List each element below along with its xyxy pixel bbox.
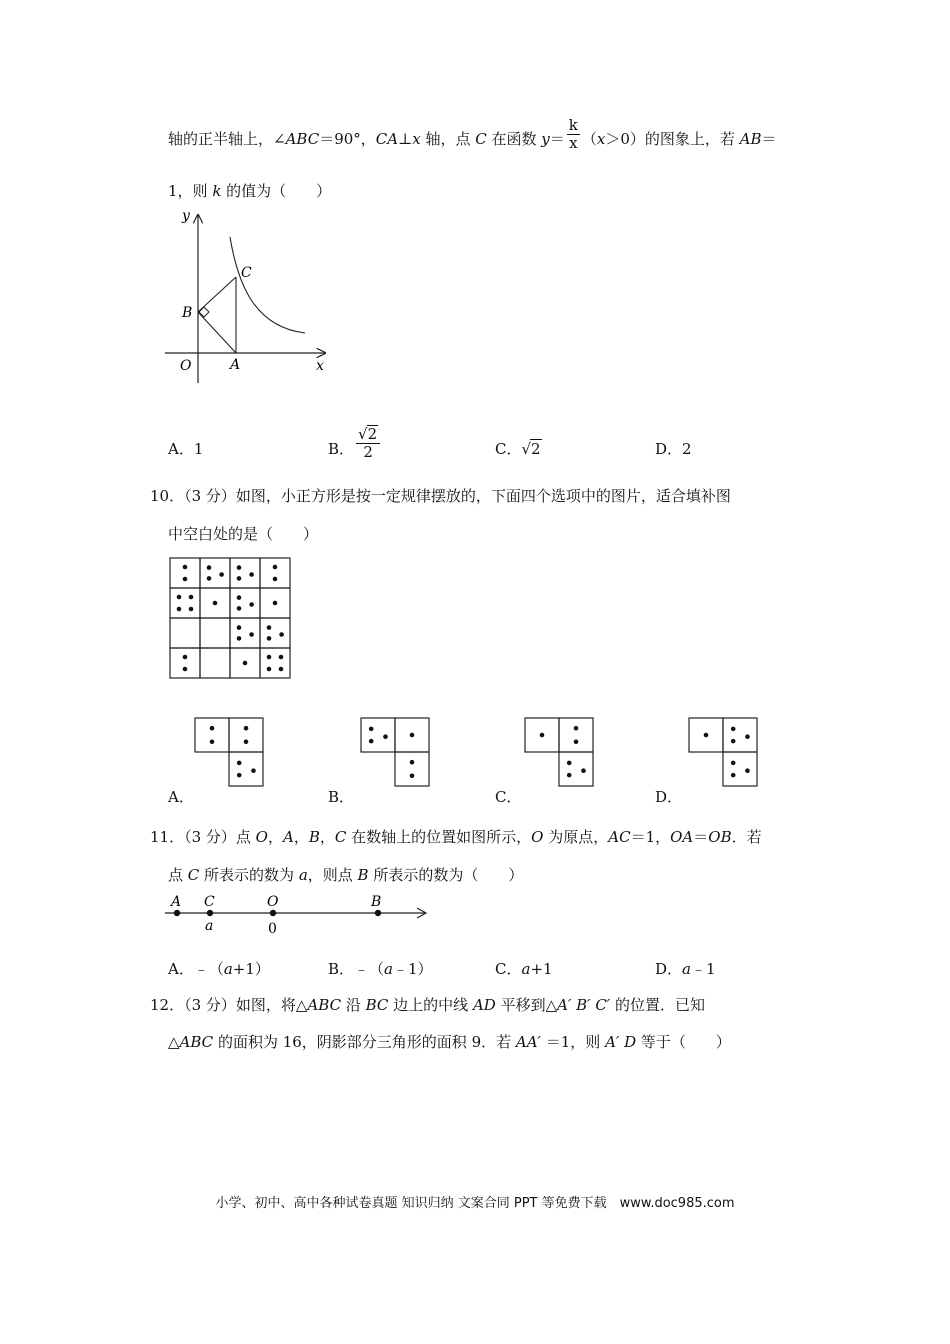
- grid-cell-r2-c2: [230, 618, 260, 648]
- q10-option-b-figure: [359, 716, 434, 791]
- dot: [177, 607, 182, 612]
- grid-cell-r1-c1: [200, 588, 230, 618]
- q11-option-b: B．﹣（a﹣1）: [328, 960, 433, 978]
- option-cell-bottom-right: [229, 752, 263, 786]
- q11-line-1: 11．（3 分）点 O，A，B，C 在数轴上的位置如图所示，O 为原点，AC＝1，OA＝OB．若: [150, 828, 762, 846]
- dot: [237, 761, 242, 766]
- q10-line-1: 10．（3 分）如图，小正方形是按一定规律摆放的，下面四个选项中的图片，适合填补图: [150, 487, 731, 505]
- dot: [243, 661, 248, 666]
- origin-label: O: [180, 358, 192, 374]
- q9-option-d: D．2: [655, 440, 692, 458]
- point-a-dot: [174, 910, 180, 916]
- dot: [219, 572, 224, 577]
- page-footer: 小学、初中、高中各种试卷真题 知识归纳 文案合同 PPT 等免费下载 www.doc985.com: [215, 1196, 735, 1211]
- axis-value-c: a: [205, 918, 214, 934]
- q10-option-c-figure: [523, 716, 598, 791]
- dot: [177, 595, 182, 600]
- dot: [237, 625, 242, 630]
- cell-border: [230, 618, 260, 648]
- option-cell-bottom-right: [559, 752, 593, 786]
- dot: [704, 733, 709, 738]
- cell-border: [229, 752, 263, 786]
- cell-border: [170, 588, 200, 618]
- point-b-dot: [375, 910, 381, 916]
- dot: [574, 740, 579, 745]
- q10-dot-grid: [168, 556, 293, 681]
- dot: [731, 761, 736, 766]
- q10-option-a-figure: [193, 716, 268, 791]
- option-cell-top-right: [559, 718, 593, 752]
- grid-cell-r2-c3: [260, 618, 290, 648]
- dot: [237, 595, 242, 600]
- cell-border: [200, 648, 230, 678]
- cell-border: [260, 558, 290, 588]
- y-axis-label: y: [182, 208, 190, 224]
- dot: [745, 768, 750, 773]
- dot: [249, 572, 254, 577]
- dot: [244, 726, 249, 731]
- q11-option-c: C．a+1: [495, 960, 553, 978]
- dot: [210, 726, 215, 731]
- cell-border: [170, 558, 200, 588]
- cell-border: [395, 752, 429, 786]
- dot: [237, 636, 242, 641]
- dot: [279, 655, 284, 660]
- dot: [189, 607, 194, 612]
- cell-border: [200, 618, 230, 648]
- dot: [273, 565, 278, 570]
- dot: [237, 576, 242, 581]
- q12-line-2: △ABC 的面积为 16，阴影部分三角形的面积 9．若 AA′ ＝1，则 A′ D 等于（ ）: [168, 1033, 731, 1051]
- option-cell-top-right: [723, 718, 757, 752]
- q9-graph: [160, 205, 335, 385]
- dot: [410, 733, 415, 738]
- cell-border: [230, 558, 260, 588]
- dot: [731, 727, 736, 732]
- q9-line-2: 1，则 k 的值为（ ）: [168, 182, 332, 200]
- q9-option-a: A．1: [168, 440, 204, 458]
- cell-border: [195, 718, 229, 752]
- cell-border: [723, 752, 757, 786]
- dot: [369, 739, 374, 744]
- cell-border: [260, 618, 290, 648]
- dot: [279, 667, 284, 672]
- point-a-label: A: [230, 357, 241, 373]
- grid-cell-r1-c0: [170, 588, 200, 618]
- grid-cell-r2-c0: [170, 618, 200, 648]
- grid-cell-r3-c2: [230, 648, 260, 678]
- dot: [581, 768, 586, 773]
- dot: [540, 733, 545, 738]
- dot: [183, 565, 188, 570]
- q10-option-b: B．: [328, 788, 355, 806]
- q12-line-1: 12．（3 分）如图，将△ABC 沿 BC 边上的中线 AD 平移到△A′ B′ C′ 的位置．已知: [150, 996, 705, 1014]
- q10-option-d-figure: [687, 716, 762, 791]
- cell-border: [559, 718, 593, 752]
- axis-value-o: 0: [268, 921, 277, 936]
- axis-label-b: B: [371, 894, 382, 910]
- dot: [183, 577, 188, 582]
- axis-label-a: A: [171, 894, 182, 910]
- cell-border: [229, 718, 263, 752]
- dot: [267, 655, 272, 660]
- dot: [383, 734, 388, 739]
- dot: [207, 576, 212, 581]
- point-c-dot: [207, 910, 213, 916]
- axis-label-o: O: [267, 894, 279, 910]
- dot: [279, 632, 284, 637]
- dot: [567, 773, 572, 778]
- segment-ba: [198, 312, 236, 353]
- dot: [237, 606, 242, 611]
- grid-cell-r3-c0: [170, 648, 200, 678]
- dot: [267, 636, 272, 641]
- dot: [210, 740, 215, 745]
- cell-border: [559, 752, 593, 786]
- q9-option-c: C．√2: [495, 440, 541, 458]
- dot: [745, 734, 750, 739]
- option-cell-left: [195, 718, 229, 752]
- hyperbola-curve: [230, 237, 305, 333]
- option-cell-left: [525, 718, 559, 752]
- q9-line-1: 轴的正半轴上，∠ABC＝90°，CA⊥x 轴，点 C 在函数 y＝ $\frac{k}{x}$ （x＞0）的图象上，若 AB＝: [168, 115, 777, 152]
- cell-border: [170, 618, 200, 648]
- grid-cell-r2-c1: [200, 618, 230, 648]
- dot: [574, 726, 579, 731]
- dot: [183, 667, 188, 672]
- grid-cell-r0-c3: [260, 558, 290, 588]
- x-axis-label: x: [316, 358, 324, 374]
- dot: [183, 655, 188, 660]
- point-o-dot: [270, 910, 276, 916]
- option-cell-top-right: [395, 718, 429, 752]
- cell-border: [170, 648, 200, 678]
- grid-cell-r3-c3: [260, 648, 290, 678]
- point-c-label: C: [241, 265, 252, 281]
- grid-cell-r0-c1: [200, 558, 230, 588]
- q11-line-2: 点 C 所表示的数为 a，则点 B 所表示的数为（ ）: [168, 866, 524, 884]
- dot: [410, 760, 415, 765]
- q9-option-b: B． $\frac{√2}{2}$: [328, 438, 382, 461]
- dot: [249, 632, 254, 637]
- q11-option-a: A．﹣（a+1）: [168, 960, 270, 978]
- dot: [267, 625, 272, 630]
- cell-border: [361, 718, 395, 752]
- q10-option-c: C．: [495, 788, 522, 806]
- option-cell-left: [361, 718, 395, 752]
- option-cell-bottom-right: [395, 752, 429, 786]
- cell-border: [230, 588, 260, 618]
- dot: [244, 740, 249, 745]
- q10-option-a: A．: [168, 788, 194, 806]
- grid-cell-r0-c0: [170, 558, 200, 588]
- q10-option-d: D．: [655, 788, 683, 806]
- axis-label-c: C: [204, 894, 215, 910]
- dot: [249, 602, 254, 607]
- dot: [731, 773, 736, 778]
- grid-cell-r1-c2: [230, 588, 260, 618]
- dot: [273, 601, 278, 606]
- q11-option-d: D．a﹣1: [655, 960, 716, 978]
- grid-cell-r3-c1: [200, 648, 230, 678]
- option-cell-top-right: [229, 718, 263, 752]
- option-cell-left: [689, 718, 723, 752]
- dot: [273, 577, 278, 582]
- dot: [267, 667, 272, 672]
- option-cell-bottom-right: [723, 752, 757, 786]
- dot: [237, 773, 242, 778]
- grid-cell-r0-c2: [230, 558, 260, 588]
- cell-border: [723, 718, 757, 752]
- grid-cell-r1-c3: [260, 588, 290, 618]
- dot: [213, 601, 218, 606]
- dot: [237, 565, 242, 570]
- q11-number-line: [160, 890, 435, 936]
- point-b-label: B: [182, 305, 193, 321]
- function-fraction: $\frac{k}{x}$: [568, 115, 578, 152]
- dot: [567, 761, 572, 766]
- cell-border: [200, 558, 230, 588]
- dot: [207, 565, 212, 570]
- dot: [731, 739, 736, 744]
- dot: [369, 727, 374, 732]
- q10-line-2: 中空白处的是（ ）: [168, 525, 319, 543]
- dot: [251, 768, 256, 773]
- cell-border: [260, 648, 290, 678]
- dot: [189, 595, 194, 600]
- dot: [410, 774, 415, 779]
